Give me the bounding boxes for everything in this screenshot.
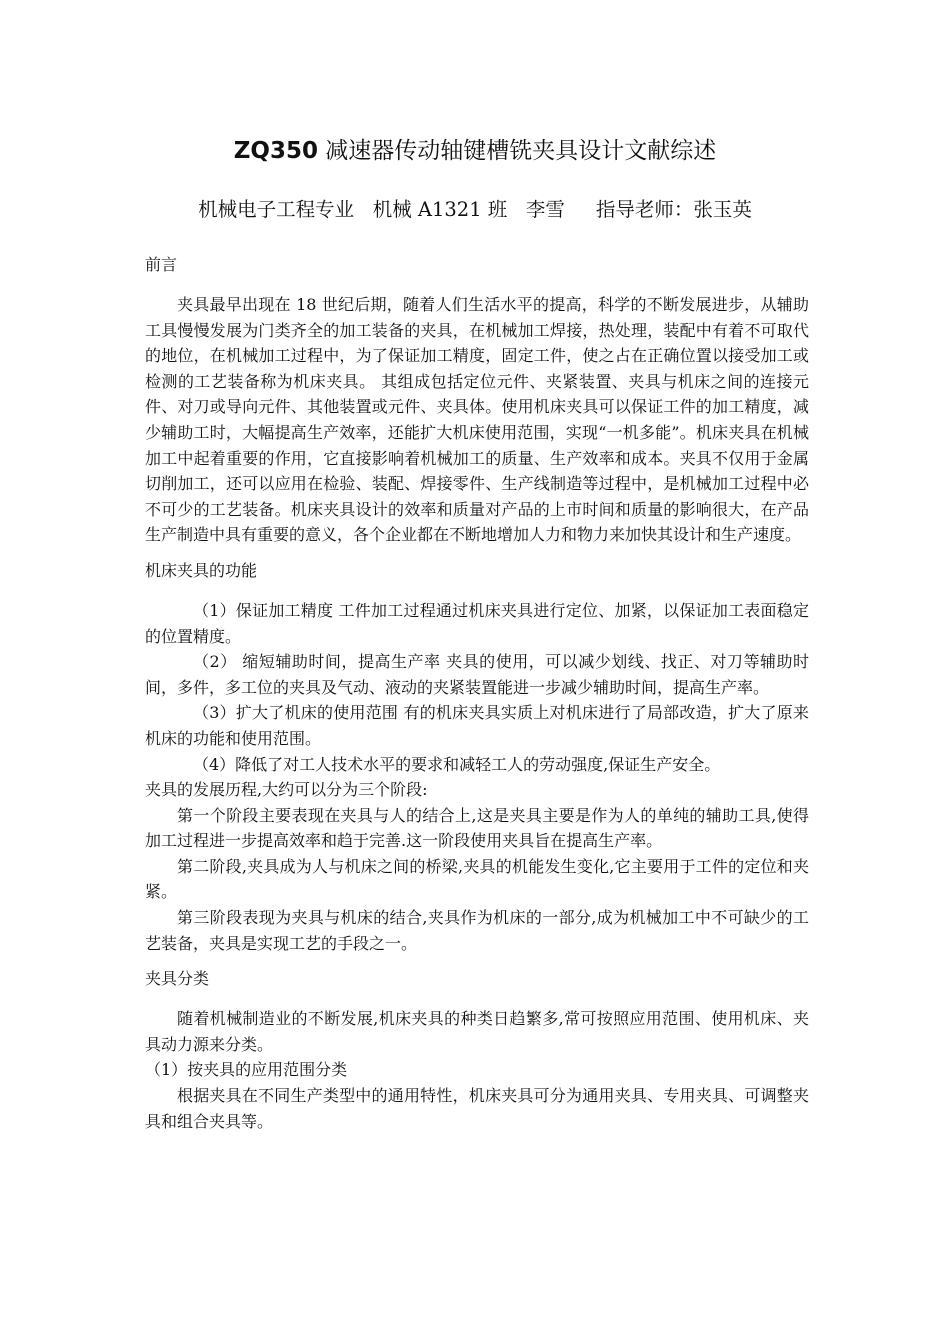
section-heading-preface: 前言 bbox=[145, 255, 178, 274]
classification-subheading-1: （1）按夹具的应用范围分类 bbox=[145, 1060, 348, 1080]
function-item-4: （4）降低了对工人技术水平的要求和减轻工人的劳动强度,保证生产安全。 bbox=[193, 754, 721, 774]
function-item-3: （3）扩大了机床的使用范围 有的机床夹具实质上对机床进行了局部改造，扩大了原来机床的功能和使用范围。 bbox=[145, 703, 809, 748]
history-stage-2: 第二阶段,夹具成为人与机床之间的桥梁,夹具的机能发生变化,它主要用于工件的定位和夹紧。 bbox=[145, 856, 809, 902]
document-body bbox=[145, 252, 809, 1134]
function-item-1: （1）保证加工精度 工件加工过程通过机床夹具进行定位、加紧，以保证加工表面稳定的位置精度。 bbox=[145, 600, 809, 646]
section-heading-classification: 夹具分类 bbox=[145, 969, 210, 989]
document-title bbox=[0, 136, 950, 166]
author-line: 机械电子工程专业 机械 A1321 班 李雪 指导老师：张玉英 bbox=[198, 198, 752, 221]
function-item-2: （2） 缩短辅助时间，提高生产率 夹具的使用，可以减少划线、找正、对刀等辅助时间，多件，多工位的夹具及气动、液动的夹紧装置能进一步减少辅助时间，提高生产率。 bbox=[145, 652, 809, 697]
classification-paragraph-1: 随着机械制造业的不断发展,机床夹具的种类日趋繁多,常可按照应用范围、使用机床、夹具动力源来分类。 bbox=[145, 1009, 809, 1054]
section-heading-functions: 机床夹具的功能 bbox=[145, 560, 258, 580]
preface-paragraph: 夹具最早出现在 18 世纪后期，随着人们生活水平的提高，科学的不断发展进步，从辅助工具慢慢发展为门类齐全的加工装备的夹具，在机械加工焊接，热处理，装配中有着不可取代的地位，在机械加工过程中，为了保证加工精度，固定工件，使之占在正确位置以接受加工或检测的工艺装备称为机床夹具。 其组成包括定位元件、夹紧装置、夹具与机床之间的连接元件、对刀或导向元件、其他装置或元件、夹具体。使用机床夹具可以保证工件的加工精度，减少辅助工时，大幅提高生产效率，还能扩大机床使用范围，实现“一机多能”。机床夹具在机械加工中起着重要的作用，它直接影响着机械加工的质量、生产效率和成本。夹具不仅用于金属切削加工，还可以应用在检验、装配、焊接零件、生产线制造等过程中，是机械加工过程中必不可少的工艺装备。机床夹具设计的效率和质量对产品的上市时间和质量的影响很大，在产品生产制造中具有重要的意义，各个企业都在不断地增加人力和物力来加快其设计和生产速度。 bbox=[145, 295, 809, 545]
classification-paragraph-2: 根据夹具在不同生产类型中的通用特性，机床夹具可分为通用夹具、专用夹具、可调整夹具和组合夹具等。 bbox=[145, 1086, 809, 1131]
history-stage-1: 第一个阶段主要表现在夹具与人的结合上,这是夹具主要是作为人的单纯的辅助工具,使得加工过程进一步提高效率和趋于完善.这一阶段使用夹具旨在提高生产率。 bbox=[145, 805, 809, 851]
title-model-code: ZQ350 bbox=[233, 138, 318, 164]
title-text: 减速器传动轴键槽铣夹具设计文献综述 bbox=[317, 138, 717, 164]
history-intro: 夹具的发展历程,大约可以分为三个阶段: bbox=[145, 780, 428, 800]
history-stage-3: 第三阶段表现为夹具与机床的结合,夹具作为机床的一部分,成为机械加工中不可缺少的工艺装备，夹具是实现工艺的手段之一。 bbox=[145, 908, 809, 953]
